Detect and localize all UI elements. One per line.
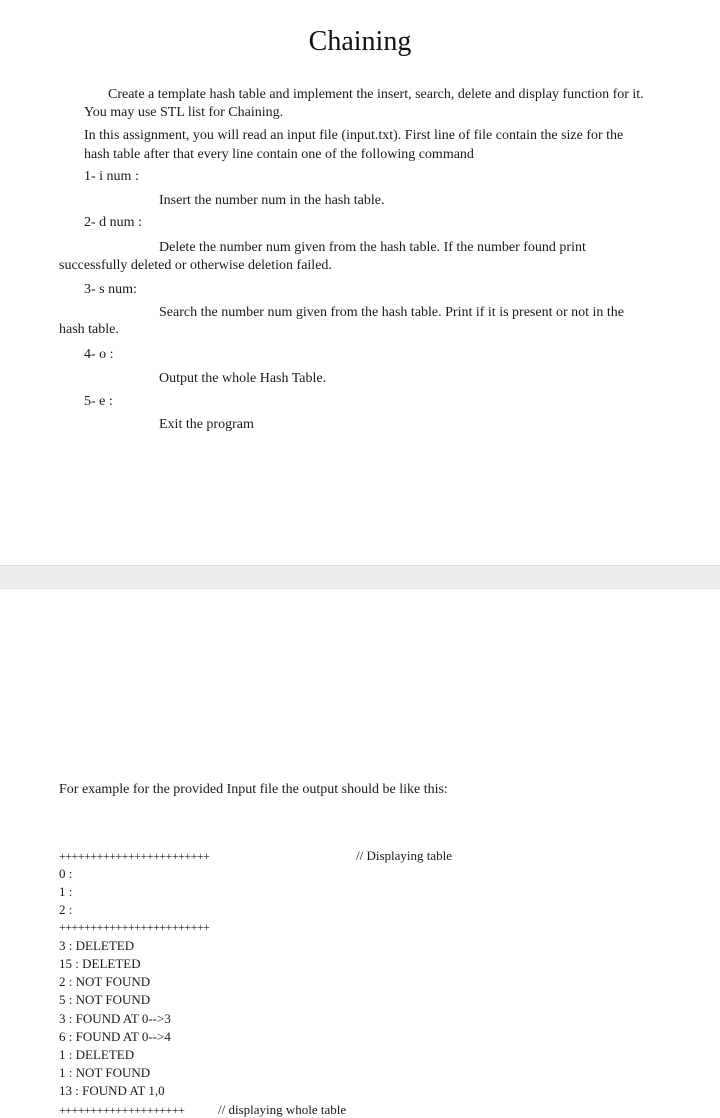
- display-whole-table-comment: // displaying whole table: [218, 1102, 347, 1117]
- result-row: 15 : DELETED: [59, 956, 141, 971]
- command-description: Search the number num given from the hash table. Print if it is present or not in the: [159, 305, 625, 320]
- table-row: 1 :: [59, 884, 73, 899]
- command-description: Exit the program: [159, 417, 254, 432]
- command-label: 3- s num:: [84, 282, 137, 297]
- table-row: 0 :: [59, 866, 73, 881]
- intro-line-2: You may use STL list for Chaining.: [84, 105, 284, 120]
- command-label: 2- d num :: [84, 215, 142, 230]
- command-description: Output the whole Hash Table.: [159, 371, 327, 386]
- command-label: 1- i num :: [84, 169, 139, 184]
- command-description-continued: hash table.: [59, 322, 119, 337]
- result-row: 3 : FOUND AT 0-->3: [59, 1011, 171, 1026]
- plus-separator: ++++++++++++++++++++++++: [59, 920, 210, 934]
- result-row: 1 : NOT FOUND: [59, 1065, 151, 1080]
- result-row: 6 : FOUND AT 0-->4: [59, 1029, 171, 1044]
- command-description: Delete the number num given from the hash table. If the number found print: [159, 240, 586, 255]
- command-label: 4- o :: [84, 347, 114, 362]
- plus-separator: ++++++++++++++++++++++++: [59, 849, 210, 863]
- command-description-continued: successfully deleted or otherwise deletion failed.: [59, 258, 332, 273]
- display-table-comment: // Displaying table: [356, 848, 453, 863]
- result-row: 13 : FOUND AT 1,0: [59, 1083, 165, 1098]
- result-row: 2 : NOT FOUND: [59, 974, 151, 989]
- table-row: 2 :: [59, 902, 73, 917]
- command-label: 5- e :: [84, 394, 113, 409]
- result-row: 1 : DELETED: [59, 1047, 135, 1062]
- intro-line-3: In this assignment, you will read an input file (input.txt). First line of file contain the size for the: [84, 128, 624, 143]
- intro-line-4: hash table after that every line contain one of the following command: [84, 147, 474, 162]
- intro-line-1: Create a template hash table and implement the insert, search, delete and display function for it.: [108, 87, 644, 102]
- plus-separator: ++++++++++++++++++++: [59, 1103, 185, 1117]
- command-description: Insert the number num in the hash table.: [159, 193, 385, 208]
- result-row: 5 : NOT FOUND: [59, 992, 151, 1007]
- page-divider: [0, 565, 720, 589]
- example-intro: For example for the provided Input file the output should be like this:: [59, 782, 448, 797]
- result-row: 3 : DELETED: [59, 938, 135, 953]
- page-title: Chaining: [308, 26, 412, 57]
